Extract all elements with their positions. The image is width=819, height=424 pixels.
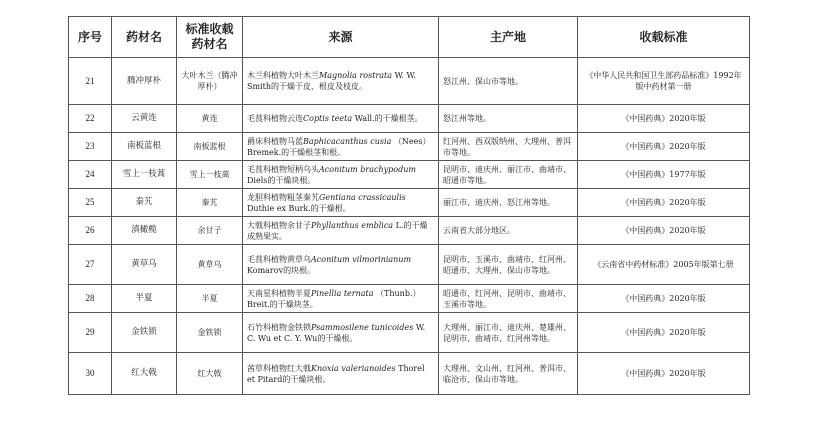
source-text-tail: W. C. Wu et C. Y. Wu的干燥根。 — [247, 322, 426, 343]
row-standard: 《中国药典》2020年版 — [578, 353, 750, 395]
source-latin: Aconitum brachypodum — [319, 164, 416, 174]
row-standard-name: 大叶木兰（腾冲厚朴） — [177, 58, 243, 105]
header-source: 来源 — [243, 17, 439, 58]
table-row — [69, 189, 750, 217]
row-index: 27 — [69, 245, 112, 285]
row-region: 丽江市、迪庆州、怒江州等地。 — [439, 189, 578, 217]
row-standard: 《中国药典》2020年版 — [578, 217, 750, 245]
source-text-tail: L.的干燥成熟果实。 — [247, 220, 428, 241]
row-source — [243, 161, 439, 189]
row-source — [243, 58, 439, 105]
source-latin: Phyllanthus emblica — [311, 220, 394, 230]
row-standard: 《云南省中药材标准》2005年版第七册 — [578, 245, 750, 285]
row-standard-name: 南板蓝根 — [177, 133, 243, 161]
source-latin: Aconitum vilmorinianum — [311, 254, 412, 264]
header-standard-name: 标准收载药材名 — [177, 17, 243, 58]
header-herb: 药材名 — [112, 17, 177, 58]
row-standard-name: 红大戟 — [177, 353, 243, 395]
source-text: 毛茛科植物黄草乌 — [247, 254, 311, 264]
source-text-tail: Wall.的干燥根茎。 — [354, 114, 423, 123]
table-row — [69, 217, 750, 245]
row-standard: 《中国药典》2020年版 — [578, 105, 750, 133]
row-standard-name: 秦艽 — [177, 189, 243, 217]
row-standard-name: 黄连 — [177, 105, 243, 133]
row-herb: 雪上一枝蒿 — [112, 161, 177, 189]
source-text-tail: （Nees）Bremek.的干燥根茎和根。 — [247, 136, 431, 157]
row-herb: 半夏 — [112, 285, 177, 313]
source-text: 毛茛科植物云连 — [247, 114, 303, 123]
row-index: 25 — [69, 189, 112, 217]
row-standard: 《中华人民共和国卫生部药品标准》1992年版中药材第一册 — [578, 58, 750, 105]
row-source — [243, 285, 439, 313]
row-source — [243, 217, 439, 245]
row-standard: 《中国药典》2020年版 — [578, 313, 750, 353]
source-latin: Gentiana crassicaulis — [319, 192, 406, 202]
table-row — [69, 105, 750, 133]
source-text-tail: Komarov的块根。 — [247, 265, 316, 275]
row-source — [243, 189, 439, 217]
row-region: 大理州、丽江市、迪庆州、楚雄州、昆明市、曲靖市、红河州等地。 — [439, 313, 578, 353]
row-source — [243, 105, 439, 133]
row-standard-name: 黄草乌 — [177, 245, 243, 285]
source-latin: Pinellia ternata — [311, 288, 374, 298]
source-text-tail: W. W. Smith的干燥干皮、根皮及枝皮。 — [247, 71, 416, 91]
header-index: 序号 — [69, 17, 112, 58]
row-standard: 《中国药典》2020年版 — [578, 189, 750, 217]
row-herb: 红大戟 — [112, 353, 177, 395]
row-region: 怒江州、保山市等地。 — [439, 58, 578, 105]
row-herb: 腾冲厚朴 — [112, 58, 177, 105]
row-region: 昭通市、红河州、昆明市、曲靖市、玉溪市等地。 — [439, 285, 578, 313]
table-header-row — [69, 17, 750, 58]
header-standard: 收载标准 — [578, 17, 750, 58]
row-herb: 黄草乌 — [112, 245, 177, 285]
source-latin: Psammosilene tunicoides — [311, 322, 414, 332]
source-text-tail: Duthie ex Burk.的干燥根。 — [247, 203, 351, 213]
row-source — [243, 133, 439, 161]
row-herb: 金铁锁 — [112, 313, 177, 353]
table-row — [69, 133, 750, 161]
row-standard: 《中国药典》2020年版 — [578, 133, 750, 161]
source-text: 龙胆科植物粗茎秦艽 — [247, 192, 319, 202]
row-region: 大理州、文山州、红河州、普洱市、临沧市、保山市等地。 — [439, 353, 578, 395]
source-latin: Knoxia valerianoides — [311, 363, 396, 373]
table-row — [69, 353, 750, 395]
table-row — [69, 245, 750, 285]
row-standard-name: 余甘子 — [177, 217, 243, 245]
source-latin: Baphicacanthus cusia — [303, 136, 392, 146]
row-herb: 南板蓝根 — [112, 133, 177, 161]
table-row — [69, 58, 750, 105]
source-text: 石竹科植物金铁锁 — [247, 322, 311, 332]
header-region: 主产地 — [439, 17, 578, 58]
row-standard: 《中国药典》1977年版 — [578, 161, 750, 189]
source-text: 爵床科植物马蓝 — [247, 136, 303, 146]
row-herb: 云黄连 — [112, 105, 177, 133]
table-row — [69, 161, 750, 189]
row-region: 云南省大部分地区。 — [439, 217, 578, 245]
row-region: 怒江州等地。 — [439, 105, 578, 133]
row-region: 昆明市、玉溪市、曲靖市、红河州、昭通市、大理州、保山市等地。 — [439, 245, 578, 285]
source-text: 天南星科植物半夏 — [247, 288, 311, 298]
source-latin: Coptis teeta — [303, 114, 353, 123]
row-standard-name: 雪上一枝蒿 — [177, 161, 243, 189]
source-text-tail: （Thunb.）Breit.的干燥块茎。 — [247, 288, 421, 309]
row-region: 昆明市、迪庆州、丽江市、曲靖市、昭通市等地。 — [439, 161, 578, 189]
row-index: 28 — [69, 285, 112, 313]
row-standard-name: 半夏 — [177, 285, 243, 313]
row-herb: 秦艽 — [112, 189, 177, 217]
table-row — [69, 313, 750, 353]
table-row — [69, 285, 750, 313]
row-standard-name: 金铁锁 — [177, 313, 243, 353]
row-index: 26 — [69, 217, 112, 245]
row-herb: 滇橄榄 — [112, 217, 177, 245]
row-region: 红河州、西双版纳州、大理州、普洱市等地。 — [439, 133, 578, 161]
source-text-tail: Diels的干燥块根。 — [247, 175, 316, 185]
source-text: 茜草科植物红大戟 — [247, 363, 311, 373]
source-latin: Magnolia rostrata — [319, 71, 393, 80]
source-text: 大戟科植物余甘子 — [247, 220, 311, 230]
row-index: 22 — [69, 105, 112, 133]
row-index: 21 — [69, 58, 112, 105]
row-standard: 《中国药典》2020年版 — [578, 285, 750, 313]
row-source — [243, 353, 439, 395]
row-source — [243, 313, 439, 353]
row-index: 30 — [69, 353, 112, 395]
row-index: 24 — [69, 161, 112, 189]
herb-standards-table — [68, 16, 750, 395]
source-text: 木兰科植物大叶木兰 — [247, 71, 319, 80]
row-index: 29 — [69, 313, 112, 353]
source-text: 毛茛科植物短柄乌头 — [247, 164, 319, 174]
source-text-tail: Thorel et Pitard的干燥块根。 — [247, 363, 425, 384]
row-index: 23 — [69, 133, 112, 161]
row-source — [243, 245, 439, 285]
